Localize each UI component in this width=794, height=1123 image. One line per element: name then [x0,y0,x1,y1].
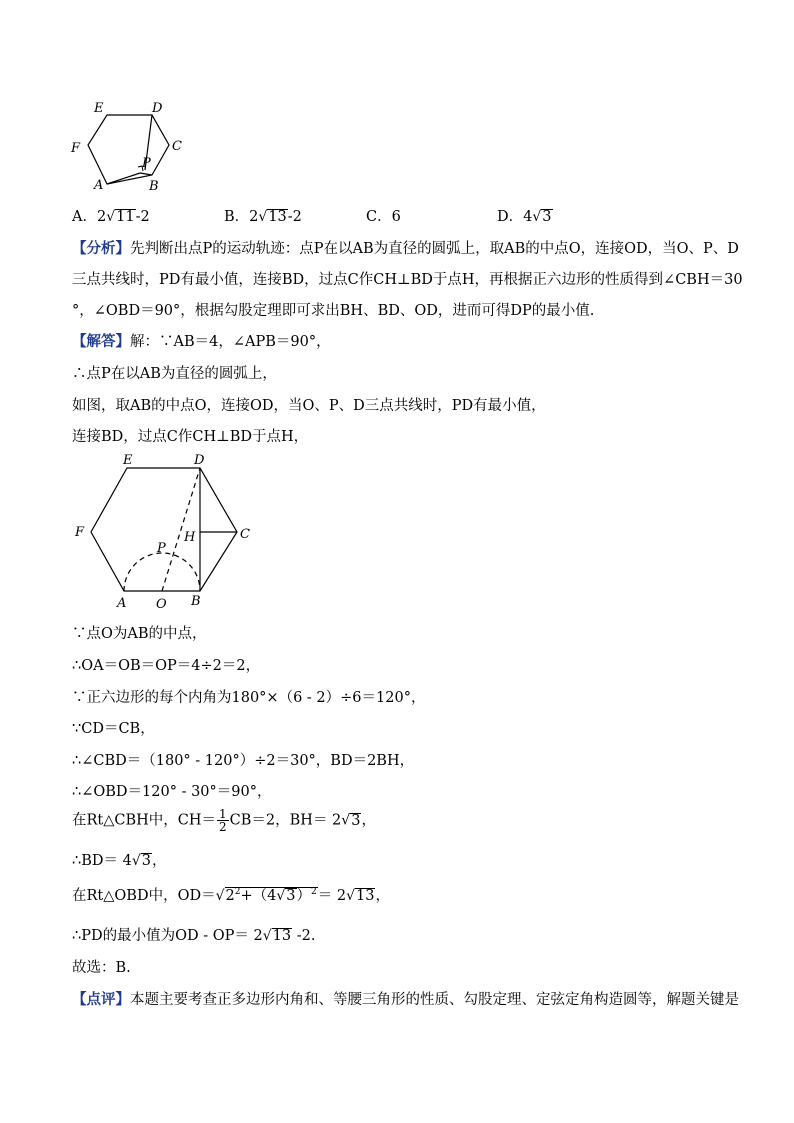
solution-tag: 【解答】 [72,333,130,350]
label-a-2: A [117,596,127,611]
step-1: ∵点O为AB的中点， [72,626,207,642]
step-9-in2: +（4 [240,888,277,904]
option-b-coef: 2 [249,209,259,225]
label-b: B [149,179,159,194]
step-10-radicand: 13 [272,928,292,944]
step-4: ∵CD＝CB， [72,721,155,737]
analysis-line-1 [72,237,739,258]
step-7-pre: 在Rt△CBH中，CH＝ [72,812,217,829]
label-p-2: P [157,541,166,556]
analysis-line-2: 三点共线时，PD有最小值，连接BD，过点C作CH⊥BD于点H，再根据正六边形的性质得到∠CBH＝30 [72,272,743,288]
label-h-2: H [184,530,196,545]
step-8-pre: ∴BD＝ 4 [72,853,132,869]
step-7: 在Rt△CBH中，CH＝ $\frac{1}{2}$ CB＝2，BH＝ 2√3， [72,807,376,834]
label-c-2: C [240,527,250,542]
label-f: F [71,141,81,156]
label-e: E [94,101,104,116]
label-d-2: D [194,453,205,468]
label-b-2: B [191,594,201,609]
comment-text: 本题主要考查正多边形内角和、等腰三角形的性质、勾股定理、定弦定角构造圆等，解题关键是 [130,992,739,1008]
solution-line-2: ∴点P在以AB为直径的圆弧上， [72,366,277,382]
step-9-sq1: 2 [234,887,241,898]
option-a-label: A． [72,209,97,225]
label-d: D [152,101,163,116]
figure-hexagon-1 [60,95,200,200]
option-c-label: C． [366,209,392,225]
hexagon-outline-2 [91,468,237,591]
semicircle-arc-dashed [124,553,200,591]
step-9-sq2: 2 [311,887,317,898]
step-9-big-radical: $2^2+(4√3)^2$ [225,887,317,904]
step-7-radicand: 3 [351,812,361,829]
analysis-text-1: 先判断出点P的运动轨迹：点P在以AB为直径的圆弧上，取AB的中点O，连接OD，当O、P、D [130,241,739,257]
step-3: ∵正六边形的每个内角为180°×（6 - 2）÷6＝120°， [72,690,426,706]
step-5: ∴∠CBD＝（180° - 120°）÷2＝30°，BD＝2BH， [72,753,415,769]
fraction-half [217,808,229,833]
step-9-inner-radicand: 3 [286,888,296,904]
option-c-value: 6 [391,209,401,225]
option-a-radicand: 11 [116,209,135,225]
option-a-coef: 2 [96,209,107,225]
option-c [366,205,401,226]
label-c: C [172,139,182,154]
option-d: D．4√3 [497,209,552,225]
hexagon-outline [88,115,169,184]
label-f-2: F [75,525,85,540]
fraction-numerator: 1 [219,807,227,821]
label-o-2: O [156,597,167,612]
step-8-end: ， [152,853,167,869]
analysis-tag: 【分析】 [72,240,130,257]
step-10-end: -2. [292,928,316,944]
analysis-line-3: °，∠OBD＝90°，根据勾股定理即可求出BH、BD、OD，进而可得DP的最小值. [72,303,595,319]
option-b-radicand: 13 [268,209,287,225]
step-8: ∴BD＝ 4√3， [72,853,167,869]
step-7-end: ， [361,812,376,829]
label-a: A [94,178,104,193]
step-9-end: ， [375,888,390,904]
step-9-radicand-2: 13 [356,888,375,904]
step-9-pre: 在Rt△OBD中，OD＝ [72,888,216,904]
step-9: 在Rt△OBD中，$OD=√2^2+(4√3)^2= 2√13$， [72,887,390,904]
option-b-label: B． [224,209,250,225]
label-e-2: E [123,453,133,468]
solution-line-3: 如图，取AB的中点O，连接OD，当O、P、D三点共线时，PD有最小值， [72,398,546,414]
fraction-denominator: 2 [219,820,227,834]
solution-text-1: 解：∵AB＝4，∠APB＝90°， [130,334,331,350]
option-a-tail: -2 [135,209,150,225]
comment-line [72,988,739,1009]
step-10-pre: ∴PD的最小值为OD - OP＝ 2 [72,928,263,944]
step-8-radicand: 3 [141,853,151,869]
step-11: 故选：B. [72,960,131,976]
step-7-mid: CB＝2，BH＝ 2 [229,812,342,829]
step-2: ∴OA＝OB＝OP＝4÷2＝2， [72,658,261,674]
solution-line-4: 连接BD，过点C作CH⊥BD于点H， [72,429,309,445]
figure-hexagon-2 [60,450,270,615]
option-a: A．2√11-2 [72,209,150,225]
option-d-radicand: 3 [542,209,552,225]
option-d-coef: 4 [523,209,533,225]
step-9-in3: ） [296,888,311,904]
step-9-mid: ＝ 2 [317,888,347,904]
option-b: B．2√13-2 [224,209,302,225]
option-b-tail: -2 [287,209,302,225]
option-d-label: D． [497,209,524,225]
label-p: P [142,156,151,171]
step-10: ∴PD的最小值为OD - OP＝ 2√13 -2. [72,928,316,944]
segment-bp [140,173,152,175]
step-6: ∴∠OBD＝120° - 30°＝90°， [72,784,272,800]
solution-line-1 [72,330,331,351]
step-9-in1: 2 [225,888,235,904]
comment-tag: 【点评】 [72,991,130,1008]
